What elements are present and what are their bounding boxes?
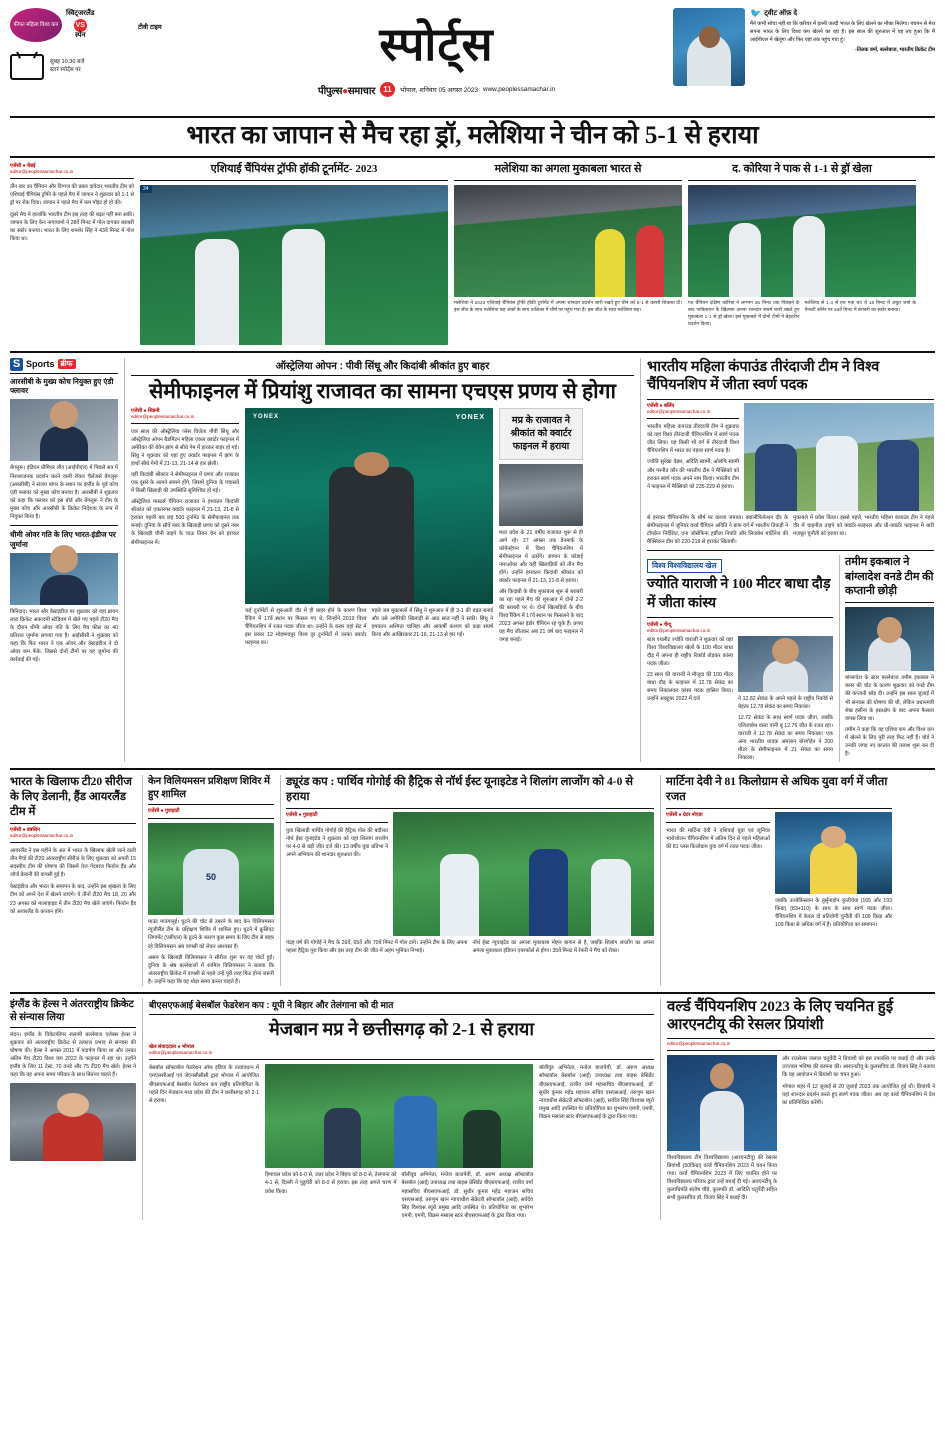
jyoti-photo xyxy=(738,636,833,692)
baseball-text-4: बॉलीवुड अभिनेता, मनोज बाजपेयी, डॉ. अरुण अध्यक्ष सॉफ्टबॉल बेसबॉल (आई) उपाध्यक्ष तथा बाइस प्रेसिडेंट बीएसएफआई, राजीव वर्मा महासचिव बीएसएफआई, डॉ. सुधीर कुमार महेंद्र महाजन सचिव एसएसआई, तरुणुम खान न्यायाधीश सेक्रेटरी सॉफ्टबॉल (आई), सर्वदेव सिंह विश्वास ब्यूरो प्रमुख आदि उपस्थित थे। प्रतियोगिता का शुभारंभ एमपी, एमपी, विक्रम मसाला स्टार बीएसएफआई के द्वारा किया गया। xyxy=(539,1065,655,1120)
page-number: 11 xyxy=(380,82,395,97)
jyoti-credit: एजेंसी ● चेंग्दू xyxy=(647,621,672,628)
brief-1-text: बेंगलुरू। इंडियन प्रीमियर लीग (आईपीएल) में पिछले सत्र में निराशाजनक प्रदर्शन करने वाली रॉयल चैलेंजर्स बेंगलुरू (आरसीबी) ने संजय बांगर के स्थान पर इंग्लैंड के पूर्व कोच एंडी फ्लावर को मुख्य कोच बनाया है। आरसीबी ने शुक्रवार को कहा कि फ्लावर को इस बोर्ड और बेंगलुरू ने टीम के मुख्य कोच और आरसीबी के क्रिकेट निदेशक के रूप में नियुक्त किया है। xyxy=(10,465,118,520)
brief-2-text: त्रिनिदाद। भारत और वेस्टइंडीज पर शुक्रवार को यहां ब्रायन लारा क्रिकेट अकादमी स्टेडियम में खेले गए पहले टी20 मैच के दौरान धीमी ओवर गति के लिए मैच फीस का 40 प्रतिशत जुर्माना लगाया गया है। आईसीसी ने शुक्रवार को कहा कि फिर भारत ने एक ओवर और वेस्टइंडीज ने दो ओवर कम फेंके, जिससे दोनों टीमों पर यह जुर्माना की कार्रवाई की गई। xyxy=(10,608,118,664)
weightlifting-headline: मार्टिना देवी ने 81 किलोग्राम से अधिक युवा वर्ग में जीता रजत xyxy=(666,775,892,809)
korea-caption: गत चैंपियन दक्षिण कोरिया ने लगभग 35 मिनट तक पिछड़ने के बाद पाकिस्तान के खिलाफ अपना शानदार संघर्ष जारी रखते हुए मुकाबला 1-1 से ड्रॉ खेला। इस मुकाबले में दोनों टीमों ने बेहतरीन प्रदर्शन किया। xyxy=(688,300,800,328)
wrestler-story xyxy=(660,998,935,1220)
issue-date: भोपाल, शनिवार 05 अगस्त 2023 xyxy=(400,87,478,94)
korea-match-photo xyxy=(688,185,916,297)
lead-headline: भारत का जापान से मैच रहा ड्रॉ, मलेशिया ने चीन को 5-1 से हराया xyxy=(186,122,759,149)
worldcup-badge xyxy=(10,8,200,42)
hockey-team-photo xyxy=(140,185,448,345)
lead-headline-band xyxy=(10,116,935,158)
baseball-editor-email: editor@peoplessamachar.co.in xyxy=(149,1050,213,1056)
brief-2-headline: धीमी ओवर गति के लिए भारत-इंडीज पर जुर्माना xyxy=(10,529,116,549)
wrestler-headline: वर्ल्ड चैंपियनशिप 2023 के लिए चयनित हुई आरएनटीयू की रेसलर प्रियांशी xyxy=(667,998,935,1039)
tweet-label: ट्वीट ऑफ़ दे xyxy=(764,10,798,17)
archery-text-1: भारतीय महिला कंपाउंड तीरंदाजी टीम ने शुक्रवार को यहां विश्व तीरंदाजी चैंपियनशिप में स्वर्ण पदक जीत लिया। यह किसी भी वर्ग में तीरंदाजी विश्व चैंपियनशिप में भारत का पहला स्वर्ण पदक है। xyxy=(647,424,739,455)
jyoti-text-1: स्टार एथलीट ज्योति याराजी ने शुक्रवार को यहां विश्व विश्वविद्यालय खेलों के 100 मीटर बाधा दौड़ में अपना ही राष्ट्रीय रिकॉर्ड तोड़कर कांस्य पदक जीता। xyxy=(647,636,733,667)
tweet-header xyxy=(750,8,935,19)
wrestler-editor-email: editor@peoplessamachar.co.in xyxy=(667,1040,731,1046)
website-url[interactable]: www.peoplessamachar.in xyxy=(482,86,556,93)
tamim-text-2: तमीम ने कहा कि वह एशिया कप और विश्व कप में खेलने के लिए पूरी तरह फिट नहीं हैं। बोर्ड ने उनकी जगह नए कप्तान की तलाश शुरू कर दी है। xyxy=(845,726,934,757)
archery-story xyxy=(640,358,934,763)
ireland-text-2: वेस्टइंडीज और भारत के समापन के बाद, उन्होंने इस श्रृंखला के लिए टीम को अपने देश में खेलने जाएंगे। ये तीनों टी20 मैच 18, 20 और 23 अगस्त को मालाहाइड में तीन टी20 मैच खेले जाएंगे। फियोन हैंड को आयरलैंड के कप्तान होंगे। xyxy=(10,884,136,915)
ireland-editor-email: editor@peoplessamachar.co.in xyxy=(10,833,74,839)
team-right: स्पेन xyxy=(74,31,86,39)
brand-name: पीपुल्स●समाचार xyxy=(317,85,375,97)
match-teams xyxy=(66,10,95,41)
tamim-story xyxy=(839,555,934,762)
ireland-credit: एजेंसी ● डबलिन xyxy=(10,827,40,834)
archery-headline: भारतीय महिला कंपाउंड तीरंदाजी टीम ने विश्व चैंपियनशिप में जीता स्वर्ण पदक xyxy=(647,358,934,401)
page-title: स्पोर्ट्स xyxy=(379,19,494,70)
sports-brief-column xyxy=(10,358,118,763)
brief-2-photo xyxy=(10,553,118,605)
malaysia-match-photo xyxy=(454,185,682,297)
tweet-attribution: -तिलक वर्मा, बल्लेबाज, भारतीय क्रिकेट टीम xyxy=(855,46,935,53)
jyoti-story xyxy=(647,555,833,762)
baseball-credit: खेल संवाददाता ● भोपाल xyxy=(149,1044,195,1051)
ireland-story xyxy=(10,775,136,986)
tweet-text: मैंने कभी सोचा नहीं था कि करियर में इतनी जल्दी भारत के लिए खेलने का मौका मिलेगा। बचपन से मेरा सपना भारत के लिए विश्व कप खेलने का रहा है। इस साल की शुरुआत में यह तय हुआ कि मैं आईपीएल में खेलूंगा और फिर यहां तक पहुंच गया हूं। xyxy=(750,21,935,43)
wrestler-text-1: विश्वविद्यालय टीम विश्वविद्यालय (आरएनटीयू) की रेसलर प्रियांशी (50किग्रा) वर्ल्ड चैंपियनशिप 2023 में चयन किया गया। वर्ल्ड चैंपियनशिप 2023 में लिए चयनित होने पर विश्वविद्यालय परिवार द्वारा उन्हें बधाई दी गई। आरएनटीयू के कुलाधिपति संतोष चौबे, कुलपति डॉ. आदिति चतुर्वेदी सहित सभी कुलसचिव डॉ. विजय सिंह ने बधाई दी। xyxy=(667,1154,777,1202)
hales-photo xyxy=(10,1083,136,1161)
rajawat-pullquote: मप्र के राजावत ने श्रीकांत को क्वार्टर फाइनल में हराया xyxy=(499,408,583,460)
brief-s-icon: S xyxy=(10,358,23,371)
australian-open-headline: सेमीफाइनल में प्रियांशु राजावत का सामना एचएस प्रणय से होगा xyxy=(149,378,616,403)
baseball-action-photo xyxy=(265,1064,533,1168)
williamson-story xyxy=(142,775,274,986)
ireland-headline: भारत के खिलाफ टी20 सीरीज के लिए डेलानी, हैंड आयरलैंड टीम में xyxy=(10,775,136,824)
brief-1-headline: आरसीबी के मुख्य कोच नियुक्त हुए एंडी फ्लावर xyxy=(10,376,114,396)
brief-badge: ब्रीफ xyxy=(58,359,76,369)
archery-text-3: से हराकर चैंपियनशिप के शीर्ष पर कब्जा जमाया। क्वालीफिकेशन दौर के सेमीफाइनल में जूनियर वर्ल्ड चैंपियन अदिति ने ग्राफ वर्ग में भारतीय तिकड़ी ने टॉपकेन निर्देशित, एना जोसेफिना हर्डीजा नियति और लिजबेथ मार्टिनेज की मैक्सिकन टीम को 220-216 से हराकर खिताबी। xyxy=(647,515,788,546)
badminton-action-photo: YONEX YONEX xyxy=(245,408,493,604)
weightlifting-text-1: भारत की मार्टिना देवी ने एशियाई युवा एवं जूनियर भारोत्तोलन चैंपियनशिप में अंतिम दिन से पहले महिलाओं की 81 प्लस किलोग्राम युवा वर्ग में रजत पदक जीता। xyxy=(666,828,770,851)
williamson-photo: 50 xyxy=(148,823,274,915)
archery-text-2: ज्योति सुरेखा वेन्नम, अदिति स्वामी, ओलंपि स्वामी और परनीत कौर की भारतीय टीम ने मैक्सिको को हराकर स्वर्ण पदक अपने नाम किया। भारतीय टीम ने फाइनल में मैक्सिको को 235-229 से हराया। xyxy=(647,459,739,490)
jyoti-text-3: ने 12.82 सेकंड के अपने पहले के राष्ट्रीय रिकॉर्ड से बेहतर 12.78 सेकंड का समय निकाला। xyxy=(738,695,833,710)
durand-caption: पंद्रह वर्ष की गोगोई ने मैच के 26वें, 65वें और 70वें मिनट में गोल दागे। उन्होंने टीम के लिए अपना पहला हैट्रिक पूरा किया और इस तरह टीम की जीत में अहम भूमिका निभाई। xyxy=(286,940,468,955)
williamson-text-2: असम के खिलाड़ी विलियमसन ने सीरीज शुरू पर यह चोटों हुईं। दुनिया के श्रेष्ठ बल्लेबाजों में शामिल विलियमसन ने बताया कि अंतरराष्ट्रीय क्रिकेट में वापसी से पहले उन्हें पूरी तरह फिट होना जरूरी है। उन्होंने कहा कि वह थोड़ा समय करना चाहते हैं। xyxy=(148,954,274,985)
lead-text-1: तीन बार का चैंपियन और दिग्गज की प्रबल दावेदार भारतीय टीम को एशियाई चैंपियंस ट्रॉफी के पहले मैच में जापान ने शुक्रवार को 1-1 से ड्रॉ पर रोक दिया। जापान ने पहले मैच में कम पॉइंट हो हो की। xyxy=(10,183,134,206)
tv-channel: स्टार स्पोर्ट्स पर xyxy=(50,67,81,73)
baseball-text-2: हिमाचल प्रदेश को 6-0 से, उत्तर प्रदेश ने बिहार को 8-0 से, तेलंगाना को 4-1 से, दिल्ली ने पुडुचेरी को 8-0 से हराया। इस तरह अगले चरण में प्रवेश किया। xyxy=(265,1172,397,1195)
brief-title: Sports xyxy=(26,359,55,369)
section-three xyxy=(10,768,935,986)
section-four xyxy=(10,992,935,1220)
weightlifting-credit: एजेंसी ● ग्रेटर नोएडा xyxy=(666,812,703,819)
baseball-story xyxy=(142,998,654,1220)
weightlifting-text-2: जबकि उज्बेकिस्तान के तुर्सुनाहोन कुजीयेवा (165 और 193 किग्रा) (83+110) के साथ के साथ स्वर्ण पदक जीता। चैंपियनशिप में केवल दो प्रतियोगी चुनौती की 109 किग्रा और 109 किग्रा से अधिक वर्ग में हैं। प्रतियोगिता का समापन। xyxy=(775,898,892,929)
football-action-photo xyxy=(393,812,654,936)
lead-text-2: दूसरे मैच में हालांकि भारतीय टीम इस तरह की बढ़त नहीं बना सकी। जापान के लिए केन नागायामो ने 28वें मिनट में गोल दागकर बराबरी का स्कोर बनाया। भारत के लिए शमशेर सिंह ने 43वें मिनट में गोल किया था। xyxy=(10,211,134,243)
masthead-meta xyxy=(200,82,673,97)
baseball-headline: मेजबान मप्र ने छत्तीसगढ़ को 2-1 से हराया xyxy=(268,1018,535,1039)
australian-open-kicker: ऑस्ट्रेलिया ओपन : पीवी सिंधू और किदांबी श्रीकांत हुए बाहर xyxy=(131,358,634,376)
lead-column-4 xyxy=(688,163,916,345)
wrestler-text-3: भोपाल शहर में 12 जुलाई से 20 जुलाई 2023 तक आयोजित हुई थी। प्रियांशी ने यहां शानदार प्रदर्शन करते हुए स्वर्ण पदक जीता। अब वह वर्ल्ड चैंपियनशिप में देश का प्रतिनिधित्व करेंगी। xyxy=(782,1084,935,1107)
williamson-text-1: माउंट माउंगानुई। घुटने की चोट से उबरने के बाद केन विलियमसन न्यूजीलैंड टीम के प्रशिक्षण शिविर में शामिल हुए। घुटने में क्रूसिएट लिगामेंट (एसीएल) के टूटने के कारण कुछ समय के लिए टीम से बाहर रहे विलियमसन अब वापसी को लेकर आश्वस्त हैं। xyxy=(148,919,274,950)
hales-headline: इंग्लैंड के हेल्स ने अंतरराष्ट्रीय क्रिकेट से संन्यास लिया xyxy=(10,998,136,1028)
masthead-left xyxy=(10,8,200,80)
hales-story xyxy=(10,998,136,1220)
rajawat-photo xyxy=(499,464,583,526)
durand-headline: ड्यूरंड कप : पार्थिव गोगोई की हैट्रिक से नॉर्थ ईस्ट यूनाइटेड ने शिलांग लाजोंग को 4-0 से हराया xyxy=(286,775,654,809)
wrestler-photo xyxy=(667,1055,777,1151)
worldcup-logo: फीफा महिला विश्व कप xyxy=(10,8,62,42)
malaysia-caption: मलेशिया ने 2023 एशियाई चैंपियंस ट्रॉफी हॉकी टूर्नामेंट में अपना शानदार प्रदर्शन जारी रखते हुए चीन को 5-1 से करारी शिकस्त दी। इस जीत के साथ मलेशिया छह अंकों के साथ तालिका में शीर्ष पर पहुंच गया है। इस जीत के साथ मलेशिया छह। xyxy=(454,300,682,313)
brief-1-photo xyxy=(10,399,118,461)
tweet-of-the-day xyxy=(673,8,935,86)
baseball-kicker: बीएसएफआई बेसबॉल फेडरेशन कप : यूपी ने बिहार और तेलंगाना को दी मात xyxy=(149,998,654,1015)
tamim-headline: तमीम इकबाल ने बांग्लादेश वनडे टीम की कप्तानी छोड़ी xyxy=(845,556,934,598)
twitter-bird-icon: 🐦 xyxy=(750,8,762,18)
durand-cup-story xyxy=(280,775,654,986)
archery-credit: एजेंसी ● बर्लिन xyxy=(647,403,675,410)
badminton-story xyxy=(124,358,634,763)
vs-badge: VS xyxy=(74,19,87,32)
jyoti-headline: ज्योति याराजी ने 100 मीटर बाधा दौड़ में जीता कांस्य xyxy=(647,577,831,611)
television-icon xyxy=(10,54,44,80)
university-games-tag: विश्व विश्वविद्यालय खेल xyxy=(647,559,722,573)
durand-credit: एजेंसी ● गुवाहाटी xyxy=(286,812,318,819)
tamim-photo xyxy=(845,607,934,671)
lead-column-1 xyxy=(10,163,134,345)
korea-caption-2: मलेशिया से 1-3 से हार गया था। वे 18 मिनट में अंकुर शर्मा के पेनल्टी कॉर्नर पर 28वें मिनट में बराबरी का स्कोर बनाया। xyxy=(804,300,916,313)
player-photo xyxy=(673,8,745,86)
lead-column-2 xyxy=(140,163,448,345)
photo-scoreboard: 24 xyxy=(140,185,152,193)
durand-text-1: युवा खिलाड़ी पार्थिव गोगोई की हैट्रिक गोल की बदौलत नॉर्थ ईस्ट यूनाइटेड ने शुक्रवार को यहां शिलांग लाजोंग पर 4-0 से बड़ी जीत दर्ज की। 13 वर्षीय युवा प्रतिभा ने अपने अभियान की शानदार शुरुआत की। xyxy=(286,828,388,859)
weightlifting-story xyxy=(660,775,892,986)
weightlifting-photo xyxy=(775,812,892,894)
ao-pull-text: मध्य प्रदेश के 21 वर्षीय राजावत शुरू से ही आगे रहे। 27 अगस्त तक डेनमार्क के कोपेनहेगन में विश्व चैंपियनशिप में सेमीफाइनल में उतरेंगे। जापान के कोडाई नाराओका और वहीं खिलाड़ियों को तीन मैच होंगे। उन्होंने हमवतन किदांबी श्रीकांत को क्वार्टर फाइनल में 21-13, 21-8 से हराया। xyxy=(499,529,583,584)
jyoti-editor-email: editor@peoplessamachar.co.in xyxy=(647,627,711,633)
ao-editor-email: editor@peoplessamachar.co.in xyxy=(131,413,195,419)
lead-editor-email: editor@peoplessamachar.co.in xyxy=(10,168,74,174)
lead-column-3 xyxy=(454,163,682,345)
durand-text-2: नॉर्थ ईस्ट न्यूयाइटेड का अगला मुकाबला मोहन बागान से है, जबकि शिलांग लाजोंग का अपना अगला मुकाबला इंडियन एयरफोर्स से होगा। 35वें मिनट में रेफरी ने मैच को रोका। xyxy=(472,940,654,955)
lead-section xyxy=(10,163,935,345)
archery-text-4: मुकाबले में प्रवेश किया। इससे पहले, भारतीय महिला कंपाउंड टीम ने पहले दौर में चाइनीज ताइपे को क्वार्टर-फाइनल और प्री-क्वार्टर फाइनल में बारी मजबूत चुनौती को हराया था। xyxy=(793,515,934,538)
ao-credit: एजेंसी ● सिडनी xyxy=(131,407,160,414)
ao-text-4: कई टूर्नामेंटों से शुरुआती दौर में ही बाहर होने के कारण विश्व रैंकिंग में 17वें स्थान पर फिसल गए थे, जिन्होंने 2019 विश्व चैंपियनशिप में रजत पदक जीता था। उन्होंने के करार यहां सेट में इस प्रकार 12 मोहम्मदपुर विश्व दूर टूर्नामेंटों में उनका क्वार्टर फाइनल का। xyxy=(245,607,367,646)
archery-team-photo xyxy=(744,403,934,511)
tv-time-value: सुबह 10.30 बजे xyxy=(50,59,85,66)
tv-time-text xyxy=(50,59,84,75)
masthead-center xyxy=(200,8,673,97)
baseball-text-3: बॉलीवुड अभिनेता, मनोज बाजपेयी, डॉ. अरुण अध्यक्ष सॉफ्टबॉल बेसबॉल (आई) उपाध्यक्ष तथा बाइस प्रेसिडेंट बीएसएफआई, राजीव वर्मा महासचिव बीएसएफआई, डॉ. सुधीर कुमार महेंद्र महाजन सचिव एसएसआई, तरुणुम खान न्यायाधीश सेक्रेटरी सॉफ्टबॉल (आई), सर्वदेव सिंह विश्वास ब्यूरो प्रमुख आदि उपस्थित थे। प्रतियोगिता का शुभारंभ एमपी, एमपी, विक्रम मसाला स्टार बीएसएफआई के द्वारा किया गया। xyxy=(401,1172,533,1219)
archery-editor-email: editor@peoplessamachar.co.in xyxy=(647,409,711,415)
masthead xyxy=(10,8,935,112)
ao-text-3: ऑस्ट्रेलिया मास्टर्स चैंपियन राजावत ने हमवतन किदांबी श्रीकांत को एकतरफा क्वार्टर फाइनल में 21-13, 21-8 से हराकर पहली बार छह 500 टूर्नामेंट के सेमीफाइनल तक बनाई। दुनिया के सौवें नंबर के खिलाड़ी प्रणय को दूसरे नंबर के खिलाड़ी चीनी ताइपे के चाऊ तियन चेन को हराकर सेमीफाइनल में। xyxy=(131,499,239,546)
williamson-credit: एजेंसी ● गुवाहाटी xyxy=(148,808,180,815)
baseball-text-1: बेसबॉल सॉफ्टबॉल फेडरेशन ऑफ इंडिया के तत्वावधान में एमएलसीआई एवं जेएनसीसीसी द्वारा भोपाल में आयोजित बीएसएफआई बेसबॉल फेडरेशन कप राष्ट्रीय प्रतियोगिता के पहले दिन मेजबान मध्य प्रदेश की टीम ने छत्तीसगढ़ को 2-1 से हराया। xyxy=(149,1065,259,1104)
wrestler-text-2: और राउसेल्स जलाल चतुर्वेदी ने प्रियांशी को इस उपलब्धि पर बधाई दी और उनके उज्ज्वल भविष्य की कामना की। आरएनटीयू के कुलसचिव डॉ. विजय सिंह ने बताया कि यह आयोजन में प्रियांशी का चयन हुआ। xyxy=(782,1055,935,1078)
korea-kicker: द. कोरिया ने पाक से 1-1 से ड्रॉ खेला xyxy=(688,163,916,181)
ireland-text-1: आयरलैंड ने इस महीने के अंत में भारत के खिलाफ खेली जाने वाली तीन मैचों की टी20 अंतरराष्ट्रीय सीरीज के लिए शुक्रवार को अपनी 15 सदस्यीय टीम की घोषणा की जिसमें तेज गेंदबाज फियोन हैंड और जॉर्ज डेलानी की वापसी हुई है। xyxy=(10,848,136,879)
sports-brief-header xyxy=(10,358,118,374)
ao-text-6: और किदांबी के बीच मुकाबला शुरू से बराबरी का रहा पहले मैच की शुरुआत में दोनों 2-2 की बराबरी पर थे। दोनों खिलाड़ियों के बीच विश्व रैंकिंग में 17वें स्थान पर फिसलने के बाद 2023 अगस्त इंडोर चैंपियन रह चुके हैं। प्रणय यह मैच जीतकर अब 21 वर्ष बाद फाइनल में जगह बनाई। xyxy=(499,589,583,644)
tournament-kicker: एशियाई चैंपियंस ट्रॉफी हॉकी टूर्नामेंट- 2023 xyxy=(140,163,448,181)
tv-time-block xyxy=(10,54,200,80)
tamim-text-1: बांग्लादेश के स्टार बल्लेबाज तमीम इकबाल ने कमर की चोट के कारण शुक्रवार को वनडे टीम की कप्तानी छोड़ दी। उन्होंने इस साल जुलाई में भी संन्यास की घोषणा की थी, लेकिन प्रधानमंत्री शेख हसीना के हस्तक्षेप के बाद अपना फैसला वापस लिया था। xyxy=(845,675,934,722)
lead-credit: एजेंसी ● चेन्नई xyxy=(10,162,36,169)
ao-text-1: एक साल की ऑस्ट्रेलिया प्लेस विजेता पीवी सिंधू और ऑस्ट्रेलिया ओपन बैडमिंटन महिला एकल क्वार्टर फाइनल में अमेरिका की बेवेन झांग से सीधे गेम में हारकर बाहर हो गईं। सिंधु ने शुक्रवार को यहां हुए क्वार्टर फाइनल में झांग के हाथों सीधे गेमों में 21-13, 21-14 से हार झेली। xyxy=(131,428,239,467)
team-left: स्विट्जरलैंड xyxy=(66,9,95,17)
hales-text: लंदन। इंग्लैंड के विकेटकीपर सलामी बल्लेबाज एलेक्स हेल्स ने शुक्रवार को अंतरराष्ट्रीय क्रिकेट से तत्काल प्रभाव से संन्यास की घोषणा की। हेल्स ने अगस्त 2011 में पदार्पण किया था और उनका अंतिम मैच टी20 विश्व कप 2022 के फाइनल में रहा था। उन्होंने इंग्लैंड के लिए 11 टेस्ट, 70 वनडे और 75 टी20 मैच खेले। हेल्स ने कहा कि वह अपना समय परिवार के साथ बिताना चाहते हैं। xyxy=(10,1031,136,1079)
ao-text-2: वहीं किदांबी श्रीकांत ने सेमीफाइनल में प्रणय और राजावत एक दूसरे के आमने सामने होंगे, जिसमें दुनिया के पचासवें में किसी खिलाड़ी की उपस्थिति सुनिश्चित हो गई। xyxy=(131,472,239,495)
ao-text-5: पहले जब मुकाबलों में सिंधु ने शुरुआत में ही 3-1 की बढ़त बनाई और उसे अमेरिकी खिलाड़ी से आठ सात नहीं ने सकी। सिंधु ने हमवतन अश्मिता चालिहा और आकर्षी कश्यप को कड़ा संघर्ष किया और आखिरकार 21-16, 21-13 से हार गईं। xyxy=(371,607,493,638)
tv-time-label: टीवी टाइम xyxy=(138,24,162,31)
malaysia-kicker: मलेशिया का अगला मुकाबला भारत से xyxy=(454,163,682,181)
williamson-headline: केन विलियमसन प्रशिक्षण शिविर में हुए शामिल xyxy=(148,775,274,805)
jyoti-text-2: 23 साल की याराजी ने मौजूदा की 100 मीटर बाधा दौड़ के फाइनल में 12.78 सेकंड का समय निकालकर कांस्य पदक हासिल किया। उन्होंने अक्टूबर 2022 में दर्ज xyxy=(647,672,733,703)
section-two xyxy=(10,351,935,763)
jyoti-text-4: 12.72 सेकंड के साथ स्वर्ण पदक जीता, जबकि एलिजाबेथ वाला यानी बू 12.76 जीत के रजत रहा। याराजी ने 12.78 सेकंड का समय निकाला। एक अन्य भारतीय धावक अमलान बोरगोहेन ने 200 मीटर के सेमीफाइनल में 21 सेकंड का समय निकाला। xyxy=(738,714,833,762)
